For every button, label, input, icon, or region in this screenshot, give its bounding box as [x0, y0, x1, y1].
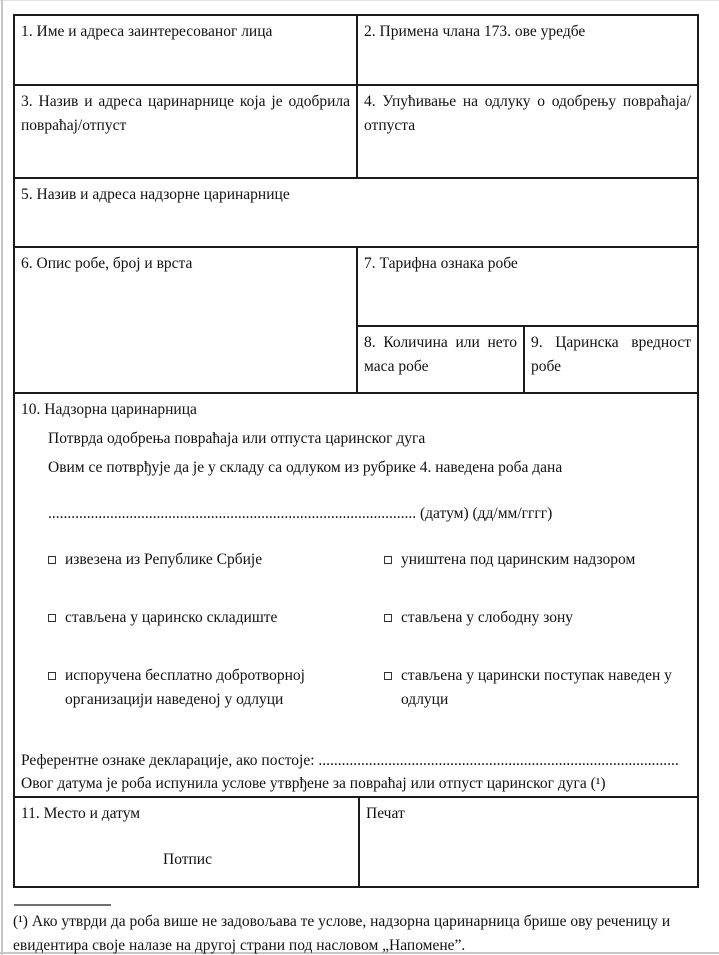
checkbox-option-customs-warehouse	[48, 606, 384, 630]
box8-quantity-net-mass: 8. Количина или нето маса робе	[358, 327, 525, 392]
checkbox-row-1	[21, 548, 691, 572]
checkbox-option-charity-delivery	[48, 664, 384, 712]
box2-article-173-application: 2. Примена члана 173. ове уредбе	[364, 23, 586, 40]
box4-decision-reference: 4. Упућивање на одлуку о одобрењу повраћаја/отпуста	[364, 93, 691, 134]
checkbox-icon	[48, 672, 56, 680]
checkbox-label: извезена из Републике Србије	[65, 551, 263, 568]
page-edge-left	[1, 0, 3, 955]
declaration-reference-dotted-line: .............................................................................................	[318, 752, 679, 769]
checkbox-label: испоручена бесплатно добротворној организацији наведеној у одлуци	[65, 667, 305, 708]
checkbox-row-2	[21, 606, 691, 630]
form-table	[13, 14, 699, 888]
box5-supervisory-customs-office: 5. Назив и адреса надзорне царинарнице	[21, 186, 290, 203]
row-4	[15, 248, 697, 394]
footnote-separator-rule	[14, 904, 111, 906]
checkbox-label: уништена под царинским надзором	[401, 551, 636, 568]
row-4-right-stack	[358, 248, 697, 392]
checkbox-label: стављена у слободну зону	[401, 609, 574, 626]
box3-approving-customs-office: 3. Назив и адреса царинарнице која је одобрила повраћај/отпуст	[15, 86, 358, 177]
page-edge-top	[0, 0, 719, 1]
box10-title: 10. Надзорна царинарница	[21, 401, 197, 418]
box10-confirmation-sentence: Овим се потврђује да је у складу са одлуком из рубрике 4. наведена роба дана	[48, 459, 563, 476]
row-4-sub	[358, 327, 697, 392]
signature-label: Потпис	[163, 851, 212, 868]
box10-confirmation-heading: Потврда одобрења повраћаја или отпуста царинског дуга	[48, 430, 426, 447]
box10-date-line	[48, 502, 691, 526]
declaration-reference-line	[21, 749, 691, 772]
conditions-met-sentence: Овог датума је роба испунила услове утврђене за повраћај или отпуст царинског дуга (¹)	[21, 775, 606, 792]
checkbox-option-exported	[48, 548, 384, 572]
footnote-text: (¹) Ако утврди да роба више не задовољава те услове, надзорна царинарница брише ову реченицу и евидентира своје налазе на другој страни под насловом „Напомене”.	[13, 913, 671, 954]
checkbox-label: стављена у царински поступак наведен у одлуци	[401, 667, 672, 708]
checkbox-option-customs-procedure	[384, 664, 691, 712]
checkbox-label: стављена у царинско складиште	[65, 609, 278, 626]
stamp-cell: Печат	[366, 805, 405, 822]
row-1	[15, 16, 697, 86]
row-6	[15, 798, 697, 886]
checkbox-icon	[384, 614, 392, 622]
box1-interested-party: 1. Име и адреса заинтересованог лица	[15, 16, 358, 84]
row-2	[15, 86, 697, 179]
checkbox-row-3	[21, 664, 691, 712]
box11-place-and-date	[15, 798, 360, 886]
declaration-reference-label: Референтне ознаке декларације, ако постоје:	[21, 752, 319, 769]
checkbox-icon	[48, 614, 56, 622]
date-format-hint: (датум) (дд/мм/гггг)	[416, 505, 553, 522]
date-dotted-line: ...............................................................................................	[48, 505, 417, 522]
box9-customs-value: 9. Царинска вредност робе	[531, 334, 691, 375]
checkbox-option-free-zone	[384, 606, 691, 630]
row-5	[15, 394, 697, 798]
checkbox-icon	[384, 672, 392, 680]
checkbox-option-destroyed	[384, 548, 691, 572]
box6-goods-description: 6. Опис робе, број и врста	[15, 248, 358, 392]
box11-label: 11. Место и датум	[21, 805, 141, 822]
box10-supervisory-certification	[15, 394, 697, 796]
box7-tariff-code: 7. Тарифна ознака робе	[358, 248, 697, 327]
row-3	[15, 179, 697, 248]
checkbox-icon	[48, 556, 56, 564]
checkbox-icon	[384, 556, 392, 564]
box10-bottom-lines	[21, 749, 691, 795]
